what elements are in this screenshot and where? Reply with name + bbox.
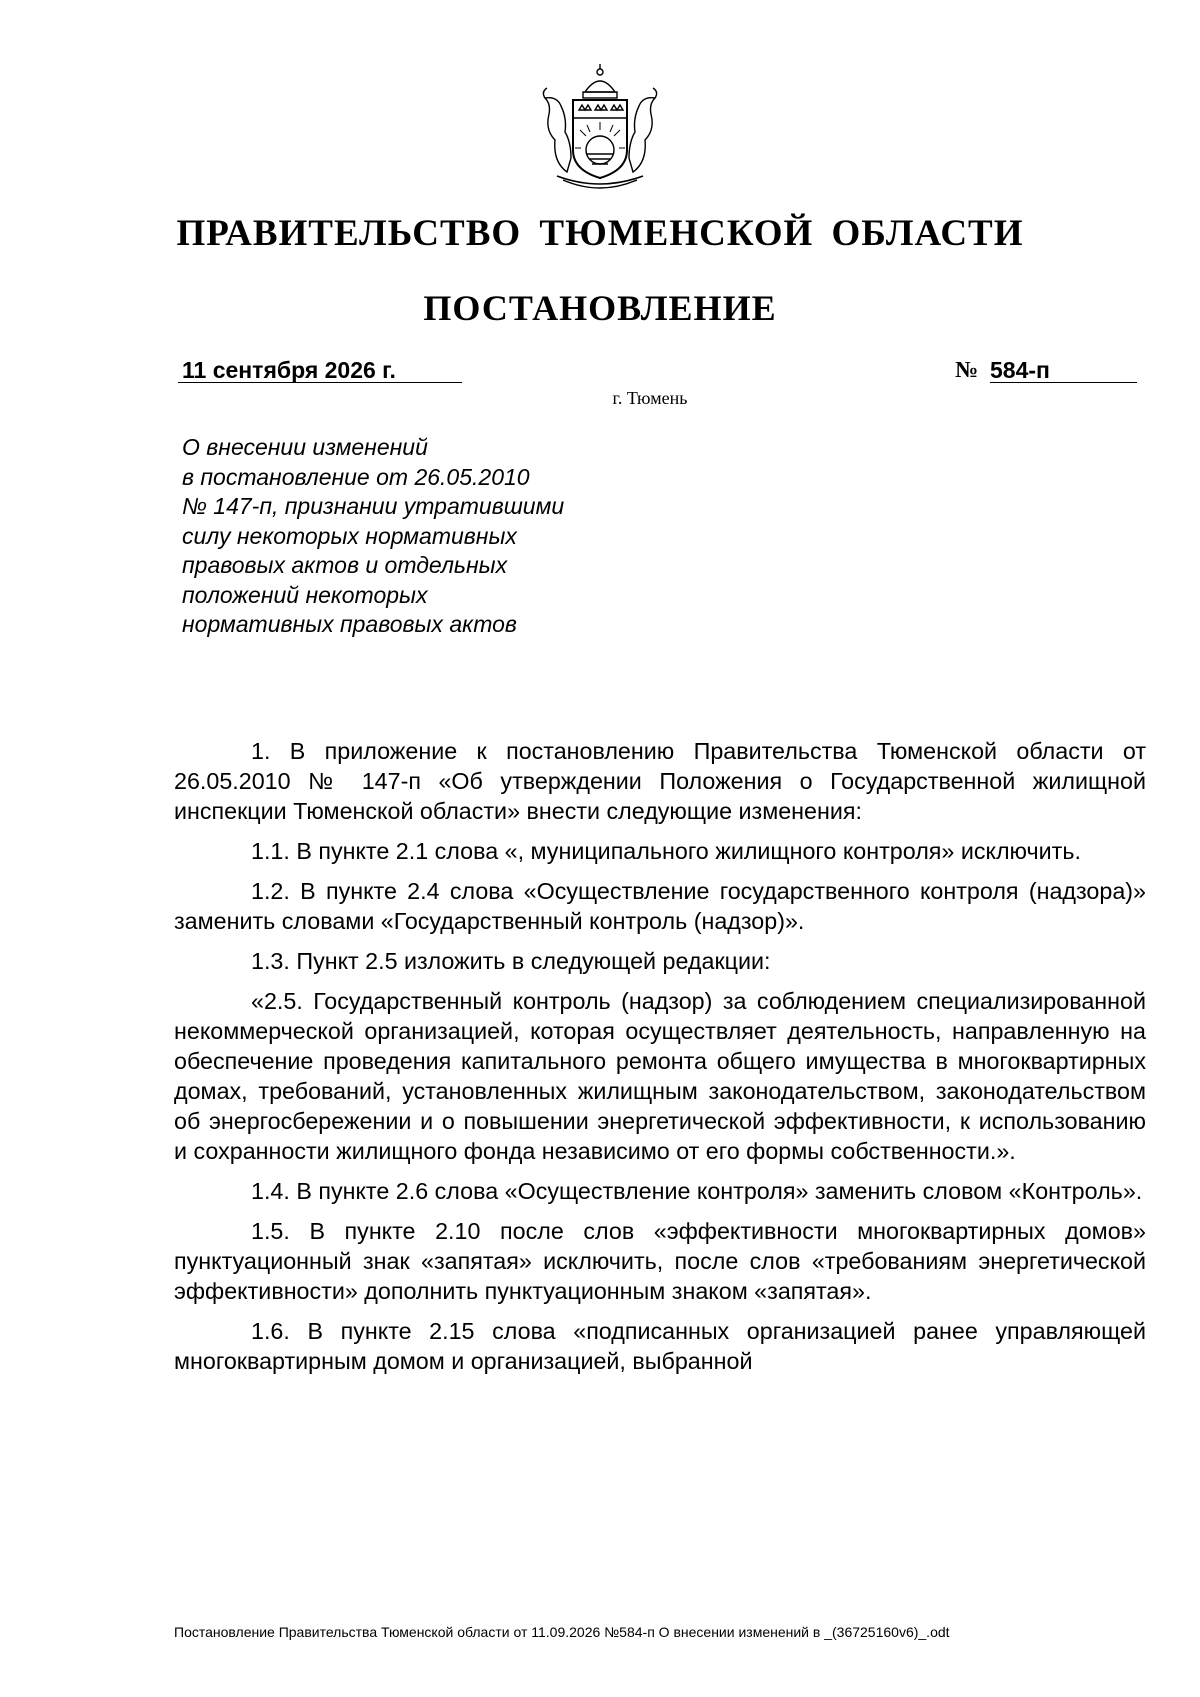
subject-line: правовых актов и отдельных <box>182 552 508 578</box>
city-label: г. Тюмень <box>612 388 688 408</box>
organization-title: ПРАВИТЕЛЬСТВО ТЮМЕНСКОЙ ОБЛАСТИ <box>176 213 1024 254</box>
body-paragraph: 1.6. В пункте 2.15 слова «подписанных организацией ранее управляющей многоквартирным домом и организацией, выбранной <box>174 1318 1146 1374</box>
subject-line: № 147-п, признании утратившими <box>182 493 565 519</box>
document-type-heading: ПОСТАНОВЛЕНИЕ <box>423 288 777 328</box>
subject-line: О внесении изменений <box>182 434 428 460</box>
subject-line: в постановление от 26.05.2010 <box>182 463 530 490</box>
body-paragraph: 1.5. В пункте 2.10 после слов «эффективности многоквартирных домов» пунктуационный знак «запятая» исключить, после слов «требованиям энергетической эффективности» дополнить пунктуационным знаком «запятая». <box>174 1218 1146 1304</box>
subject-line: положений некоторых <box>182 581 428 608</box>
number-sign: № <box>955 357 979 382</box>
document-subject <box>182 433 702 640</box>
page-footer: Постановление Правительства Тюменской области от 11.09.2026 №584-п О внесении изменений в _(36725160v6)_.odt <box>174 1624 950 1640</box>
body-paragraph: 1.2. В пункте 2.4 слова «Осуществление государственного контроля (надзора)» заменить словами «Государственный контроль (надзор)». <box>174 878 1146 934</box>
document-date: 11 сентября 2026 г. <box>178 357 462 383</box>
document-body <box>174 736 1146 1386</box>
body-paragraph: 1.3. Пункт 2.5 изложить в следующей редакции: <box>251 948 771 974</box>
document-number: 584-п <box>990 357 1137 383</box>
coat-of-arms-icon <box>515 62 685 192</box>
subject-line: нормативных правовых актов <box>182 611 517 637</box>
body-paragraph: 1. В приложение к постановлению Правительства Тюменской области от 26.05.2010 № 147-п «Об утверждении Положения о Государственной жилищной инспекции Тюменской области» внести следующие изменения: <box>174 738 1146 824</box>
subject-line: силу некоторых нормативных <box>182 522 517 549</box>
body-paragraph: 1.4. В пункте 2.6 слова «Осуществление контроля» заменить словом «Контроль». <box>251 1178 1143 1204</box>
body-paragraph: 1.1. В пункте 2.1 слова «, муниципального жилищного контроля» исключить. <box>251 838 1081 864</box>
body-paragraph: «2.5. Государственный контроль (надзор) за соблюдением специализированной некоммерческой организацией, которая осуществляет деятельность, направленную на обеспечение проведения капитального ремонта общего имущества в многоквартирных домах, требований, установленных жилищным законодательством, законодательством об энергосбережении и о повышении энергетической эффективности, к использованию и сохранности жилищного фонда независимо от его формы собственности.». <box>174 988 1146 1164</box>
